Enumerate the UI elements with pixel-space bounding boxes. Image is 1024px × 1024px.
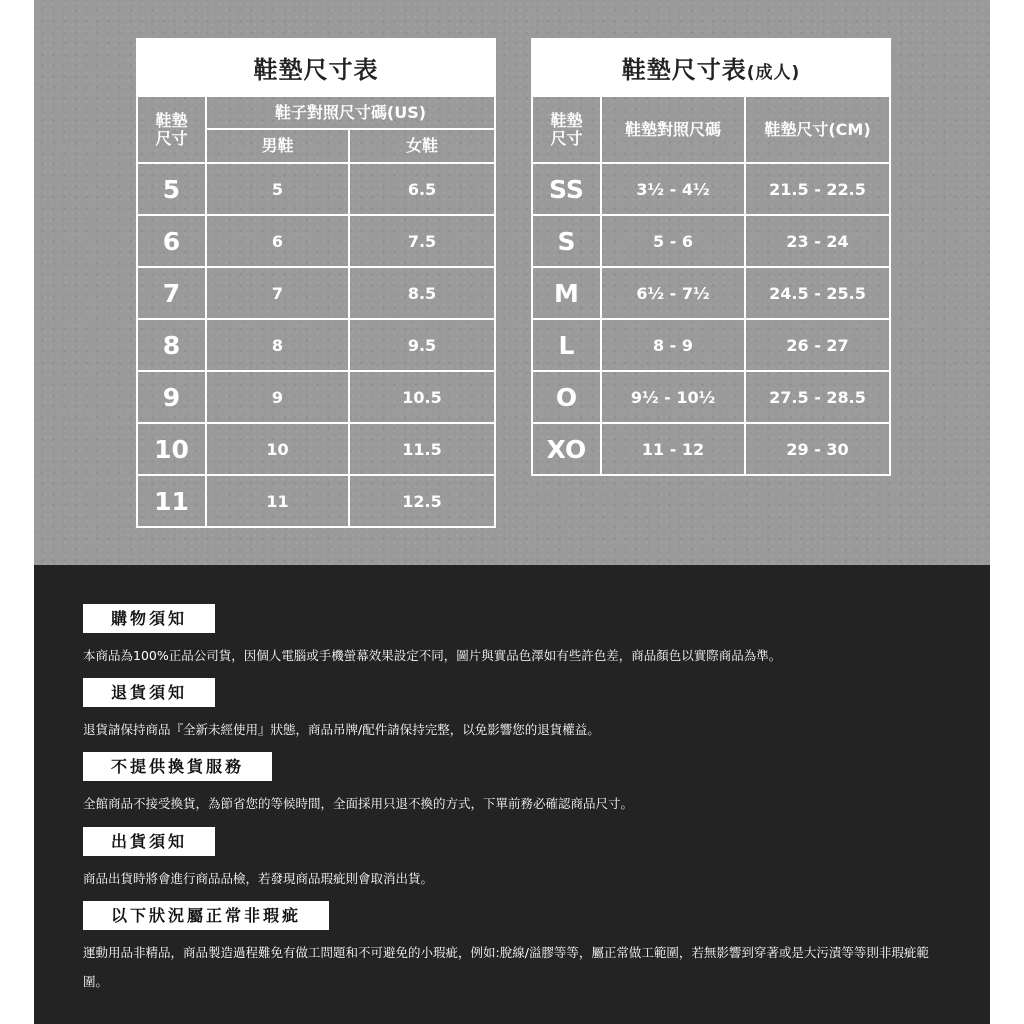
insole-size-cell: 8 bbox=[137, 319, 206, 371]
reference-size-cell: 9½ - 10½ bbox=[601, 371, 745, 423]
women-size-cell: 11.5 bbox=[349, 423, 495, 475]
table-title: 鞋墊尺寸表 bbox=[137, 39, 495, 96]
size-label-cell: S bbox=[532, 215, 601, 267]
women-size-cell: 12.5 bbox=[349, 475, 495, 527]
size-label-cell: XO bbox=[532, 423, 601, 475]
cm-size-cell: 24.5 - 25.5 bbox=[745, 267, 890, 319]
insole-size-header: 鞋墊 尺寸 bbox=[532, 96, 601, 163]
adult-insole-size-table bbox=[531, 38, 891, 476]
cm-size-cell: 29 - 30 bbox=[745, 423, 890, 475]
cm-size-cell: 23 - 24 bbox=[745, 215, 890, 267]
cm-size-cell: 21.5 - 22.5 bbox=[745, 163, 890, 215]
cm-size-cell: 27.5 - 28.5 bbox=[745, 371, 890, 423]
men-size-cell: 6 bbox=[206, 215, 349, 267]
reference-size-cell: 8 - 9 bbox=[601, 319, 745, 371]
men-shoe-header: 男鞋 bbox=[206, 129, 349, 163]
notice-text: 全館商品不接受換貨，為節省您的等候時間，全面採用只退不換的方式，下單前務必確認商品尺寸。 bbox=[83, 796, 634, 811]
reference-size-cell: 3½ - 4½ bbox=[601, 163, 745, 215]
insole-size-header: 鞋墊 尺寸 bbox=[137, 96, 206, 163]
table-row bbox=[532, 267, 890, 319]
men-size-cell: 9 bbox=[206, 371, 349, 423]
table-row bbox=[532, 215, 890, 267]
insole-reference-header: 鞋墊對照尺碼 bbox=[601, 96, 745, 163]
table-row bbox=[532, 371, 890, 423]
table-title bbox=[532, 39, 890, 96]
notice-title: 出貨須知 bbox=[83, 827, 215, 856]
notices-section bbox=[34, 565, 990, 1024]
table-row bbox=[532, 319, 890, 371]
notice-text: 本商品為100%正品公司貨，因個人電腦或手機螢幕效果設定不同，圖片與實品色澤如有些許色差，商品顏色以實際商品為準。 bbox=[83, 648, 782, 663]
men-size-cell: 11 bbox=[206, 475, 349, 527]
size-chart-section bbox=[34, 0, 990, 565]
insole-cm-header: 鞋墊尺寸(CM) bbox=[745, 96, 890, 163]
men-size-cell: 7 bbox=[206, 267, 349, 319]
reference-size-cell: 6½ - 7½ bbox=[601, 267, 745, 319]
women-size-cell: 7.5 bbox=[349, 215, 495, 267]
notice-text: 退貨請保持商品『全新未經使用』狀態，商品吊牌/配件請保持完整，以免影響您的退貨權益。 bbox=[83, 722, 600, 737]
size-label-cell: M bbox=[532, 267, 601, 319]
insole-size-cell: 5 bbox=[137, 163, 206, 215]
notice-purchase bbox=[83, 604, 953, 670]
table-row bbox=[137, 423, 495, 475]
notice-title: 不提供換貨服務 bbox=[83, 752, 272, 781]
women-size-cell: 9.5 bbox=[349, 319, 495, 371]
insole-size-cell: 11 bbox=[137, 475, 206, 527]
table-title-suffix: (成人) bbox=[746, 63, 801, 83]
table-row bbox=[137, 215, 495, 267]
men-size-cell: 10 bbox=[206, 423, 349, 475]
table-title-text: 鞋墊尺寸表 bbox=[621, 56, 747, 84]
size-label-cell: SS bbox=[532, 163, 601, 215]
size-label-cell: L bbox=[532, 319, 601, 371]
table-row bbox=[137, 371, 495, 423]
size-label-cell: O bbox=[532, 371, 601, 423]
men-size-cell: 5 bbox=[206, 163, 349, 215]
insole-size-table bbox=[136, 38, 496, 528]
reference-size-cell: 5 - 6 bbox=[601, 215, 745, 267]
table-row bbox=[137, 319, 495, 371]
insole-size-cell: 10 bbox=[137, 423, 206, 475]
table-row bbox=[137, 267, 495, 319]
notice-shipping bbox=[83, 827, 953, 893]
insole-size-cell: 9 bbox=[137, 371, 206, 423]
insole-size-cell: 6 bbox=[137, 215, 206, 267]
notice-title: 以下狀況屬正常非瑕疵 bbox=[83, 901, 329, 930]
reference-size-cell: 11 - 12 bbox=[601, 423, 745, 475]
cm-size-cell: 26 - 27 bbox=[745, 319, 890, 371]
notice-non-defect bbox=[83, 901, 953, 996]
table-row bbox=[532, 423, 890, 475]
men-size-cell: 8 bbox=[206, 319, 349, 371]
table-row bbox=[137, 475, 495, 527]
notice-return bbox=[83, 678, 953, 744]
notice-no-exchange bbox=[83, 752, 953, 818]
notice-text: 商品出貨時將會進行商品品檢，若發現商品瑕疵則會取消出貨。 bbox=[83, 871, 434, 886]
women-shoe-header: 女鞋 bbox=[349, 129, 495, 163]
notice-title: 退貨須知 bbox=[83, 678, 215, 707]
page-frame bbox=[34, 0, 990, 1024]
women-size-cell: 10.5 bbox=[349, 371, 495, 423]
women-size-cell: 6.5 bbox=[349, 163, 495, 215]
notice-title: 購物須知 bbox=[83, 604, 215, 633]
insole-size-cell: 7 bbox=[137, 267, 206, 319]
women-size-cell: 8.5 bbox=[349, 267, 495, 319]
notice-text: 運動用品非精品，商品製造過程難免有做工問題和不可避免的小瑕疵，例如:脫線/溢膠等等，屬正常做工範圍，若無影響到穿著或是大污漬等等則非瑕疵範圍。 bbox=[83, 945, 929, 989]
table-row bbox=[137, 163, 495, 215]
us-size-header: 鞋子對照尺寸碼(US) bbox=[206, 96, 495, 129]
table-row bbox=[532, 163, 890, 215]
